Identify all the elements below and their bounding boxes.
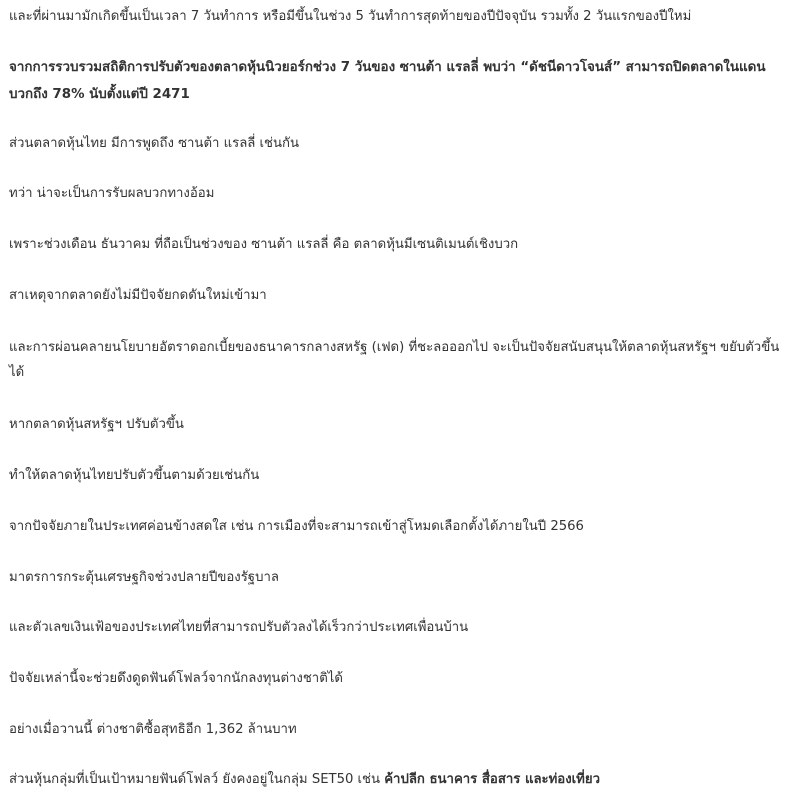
paragraph-text: ส่วนหุ้นกลุ่มที่เป็นเป้าหมายฟันด์โฟลว์ ยังคงอยู่ในกลุ่ม SET50 เช่น [9,772,385,787]
paragraph: และการผ่อนคลายนโยบายอัตราดอกเบี้ยของธนาคารกลางสหรัฐ (เฟด) ที่ชะลอออกไป จะเป็นปัจจัยสนับสนุนให้ตลาดหุ้นสหรัฐฯ ขยับตัวขึ้นได้ [9,340,780,380]
paragraph: ทำให้ตลาดหุ้นไทยปรับตัวขึ้นตามด้วยเช่นกัน [9,468,260,483]
paragraph: ปัจจัยเหล่านี้จะช่วยดึงดูดฟันด์โฟลว์จากนักลงทุนต่างชาติได้ [9,671,343,686]
paragraph [9,767,600,792]
highlight-paragraph: จากการรวบรวมสถิติการปรับตัวของตลาดหุ้นนิวยอร์กช่วง 7 วันของ ซานต้า แรลลี่ พบว่า “ดัชนีดาวโจนส์” สามารถปิดตลาดในแดนบวกถึง 78% นับตั้งแต่ปี 2471 [9,60,766,102]
paragraph: และตัวเลขเงินเฟ้อของประเทศไทยที่สามารถปรับตัวลงได้เร็วกว่าประเทศเพื่อนบ้าน [9,620,469,635]
paragraph: หากตลาดหุ้นสหรัฐฯ ปรับตัวขึ้น [9,417,184,432]
paragraph: มาตรการกระตุ้นเศรษฐกิจช่วงปลายปีของรัฐบาล [9,570,279,585]
paragraph: จากปัจจัยภายในประเทศค่อนข้างสดใส เช่น การเมืองที่จะสามารถเข้าสู่โหมดเลือกตั้งได้ภายในปี 2566 [9,519,584,534]
paragraph: ส่วนตลาดหุ้นไทย มีการพูดถึง ซานต้า แรลลี่ เช่นกัน [9,136,300,151]
paragraph: สาเหตุจากตลาดยังไม่มีปัจจัยกดดันใหม่เข้ามา [9,288,267,303]
paragraph: เพราะช่วงเดือน ธันวาคม ที่ถือเป็นช่วงของ ซานต้า แรลลี่ คือ ตลาดหุ้นมีเซนติเมนต์เชิงบวก [9,237,519,252]
highlight-sectors: ค้าปลีก ธนาคาร สื่อสาร และท่องเที่ยว [384,772,600,787]
paragraph: และที่ผ่านมามักเกิดขึ้นเป็นเวลา 7 วันทำการ หรือมีขึ้นในช่วง 5 วันทำการสุดท้ายของปีปัจจุบัน รวมทั้ง 2 วันแรกของปีใหม่ [9,9,692,24]
paragraph: ทว่า น่าจะเป็นการรับผลบวกทางอ้อม [9,186,215,201]
paragraph: อย่างเมื่อวานนี้ ต่างชาติซื้อสุทธิอีก 1,362 ล้านบาท [9,722,297,737]
